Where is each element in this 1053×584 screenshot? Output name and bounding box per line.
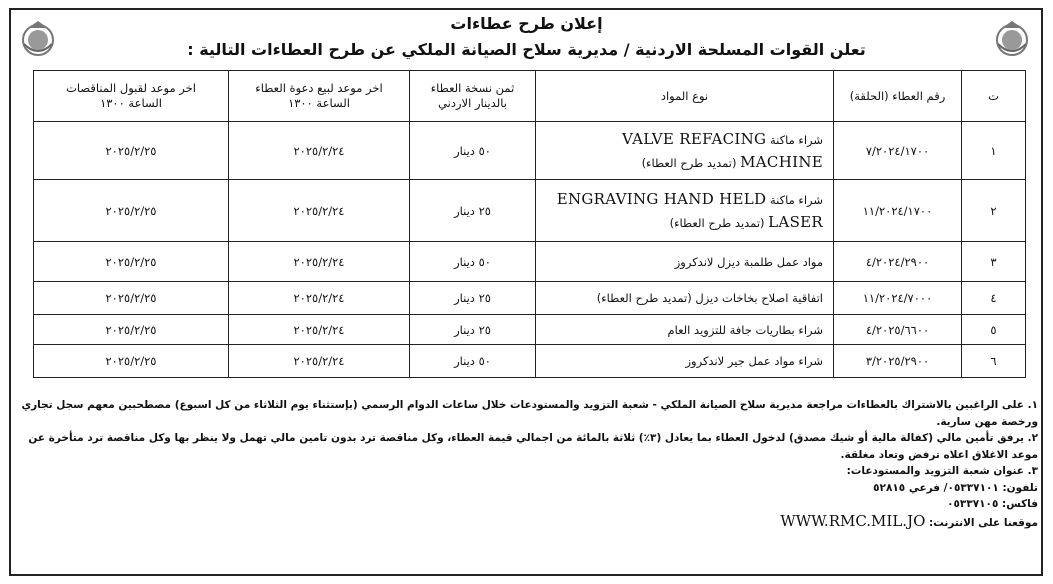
note-3: ٣. عنوان شعبة التزويد والمستودعات:	[846, 465, 1038, 477]
row-tender-no: ١١/٢٠٢٤/٧٠٠٠	[834, 282, 962, 315]
row-no: ٦	[962, 345, 1026, 378]
row-price: ٢٥ دينار	[410, 315, 536, 345]
row-item	[536, 180, 834, 242]
row-price: ٢٥ دينار	[410, 282, 536, 315]
row-accept-deadline: ٢٠٢٥/٢/٢٥	[34, 345, 229, 378]
website-label: موقعنا على الانترنت:	[929, 516, 1038, 529]
row-tender-no: ٤/٢٠٢٤/٢٩٠٠	[834, 242, 962, 282]
row-price: ٥٠ دينار	[410, 345, 536, 378]
table-header-row	[34, 71, 1026, 122]
row-accept-deadline: ٢٠٢٥/٢/٢٥	[34, 282, 229, 315]
page-subtitle: تعلن القوات المسلحة الاردنية / مديرية سلاح الصيانة الملكي عن طرح العطاءات التالية :	[187, 40, 866, 59]
row-item-ar: شراء ماكنة	[769, 192, 823, 207]
row-item: مواد عمل طلمبة ديزل لاندكروز	[536, 242, 834, 282]
row-item-note: (تمديد طرح العطاء)	[669, 215, 765, 230]
row-item-en: VALVE REFACING MACHINE	[622, 129, 823, 171]
row-sale-deadline: ٢٠٢٥/٢/٢٤	[229, 315, 410, 345]
fax-line: فاكس: ٠٥٣٣٧١٠٥	[947, 498, 1038, 510]
col-price-line2: بالدينار الاردني	[438, 96, 507, 110]
row-item: شراء بطاريات جافة للتزويد العام	[536, 315, 834, 345]
col-price-line1: ثمن نسخة العطاء	[430, 81, 515, 95]
row-sale-deadline: ٢٠٢٥/٢/٢٤	[229, 122, 410, 180]
row-sale-deadline: ٢٠٢٥/٢/٢٤	[229, 282, 410, 315]
row-no: ٣	[962, 242, 1026, 282]
row-tender-no: ١١/٢٠٢٤/١٧٠٠	[834, 180, 962, 242]
website-link[interactable]: WWW.RMC.MIL.JO	[780, 511, 926, 530]
table-row	[34, 180, 1026, 242]
row-item-ar: شراء ماكنة	[769, 132, 823, 147]
row-no: ٥	[962, 315, 1026, 345]
row-item	[536, 122, 834, 180]
row-item: اتفاقية اصلاح بخاخات ديزل (تمديد طرح العطاء)	[536, 282, 834, 315]
row-price: ٢٥ دينار	[410, 180, 536, 242]
col-sale-line1: اخر موعد لبيع دعوة العطاء	[255, 81, 383, 95]
table-row	[34, 315, 1026, 345]
col-no: ت	[962, 71, 1026, 122]
table-row	[34, 282, 1026, 315]
row-accept-deadline: ٢٠٢٥/٢/٢٥	[34, 242, 229, 282]
row-tender-no: ٣/٢٠٢٥/٢٩٠٠	[834, 345, 962, 378]
row-accept-deadline: ٢٠٢٥/٢/٢٥	[34, 180, 229, 242]
col-accept-line1: اخر موعد لقبول المناقصات	[66, 81, 196, 95]
col-tender-no: رقم العطاء (الحلقة)	[834, 71, 962, 122]
col-sale-line2: الساعة ١٣٠٠	[288, 96, 350, 110]
row-no: ٢	[962, 180, 1026, 242]
row-accept-deadline: ٢٠٢٥/٢/٢٥	[34, 122, 229, 180]
col-sale-deadline	[229, 71, 410, 122]
row-item-en: ENGRAVING HAND HELD LASER	[556, 189, 823, 231]
note-2: ٢. يرفق تأمين مالي (كفالة مالية أو شيك مصدق) لدخول العطاء بما يعادل (٣٪) ثلاثة بالمائة من اجمالي قيمة العطاء، وكل مناقصة ترد بدون تامين مالي تهمل ولا ينظر بها وكل مناقصة ترد متأخرة عن موعد الاغلاق اعلاه ترفض وتعاد مغلقة.	[28, 432, 1038, 461]
note-1: ١. على الراغبين بالاشتراك بالعطاءات مراجعة مديرية سلاح الصيانة الملكي - شعبة التزويد والمستودعات خلال ساعات الدوام الرسمي (بإستثناء يوم الثلاثاء من كل اسبوع) مصطحبين معهم سجل تجاري ورخصة مهن سارية.	[21, 399, 1038, 428]
row-price: ٥٠ دينار	[410, 242, 536, 282]
website-line	[18, 513, 1038, 532]
row-item-note: (تمديد طرح العطاء)	[641, 155, 737, 170]
row-sale-deadline: ٢٠٢٥/٢/٢٤	[229, 242, 410, 282]
row-sale-deadline: ٢٠٢٥/٢/٢٤	[229, 180, 410, 242]
col-item: نوع المواد	[536, 71, 834, 122]
row-price: ٥٠ دينار	[410, 122, 536, 180]
row-no: ١	[962, 122, 1026, 180]
row-item: شراء مواد عمل جير لاندكروز	[536, 345, 834, 378]
table-row	[34, 242, 1026, 282]
row-sale-deadline: ٢٠٢٥/٢/٢٤	[229, 345, 410, 378]
phone-line: تلفون: ٠٥٣٣٧١٠١/ فرعي ٥٢٨١٥	[873, 481, 1038, 494]
row-tender-no: ٤/٢٠٢٥/٦٦٠٠	[834, 315, 962, 345]
notes-section	[18, 397, 1038, 531]
page-title: إعلان طرح عطاءات	[450, 14, 603, 33]
row-accept-deadline: ٢٠٢٥/٢/٢٥	[34, 315, 229, 345]
table-row	[34, 345, 1026, 378]
col-price	[410, 71, 536, 122]
col-accept-deadline	[34, 71, 229, 122]
row-tender-no: ٧/٢٠٢٤/١٧٠٠	[834, 122, 962, 180]
col-accept-line2: الساعة ١٣٠٠	[100, 96, 162, 110]
row-no: ٤	[962, 282, 1026, 315]
table-row	[34, 122, 1026, 180]
tenders-table	[33, 70, 1026, 378]
